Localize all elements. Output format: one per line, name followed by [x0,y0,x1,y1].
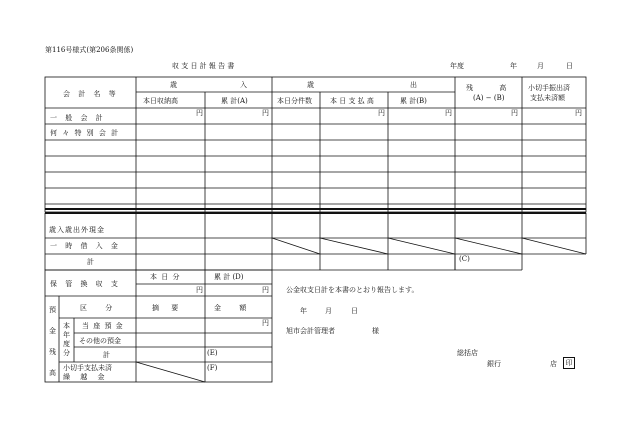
check-header-line2: 支払未済額 [530,94,565,102]
current-deposit-label: 当 座 預 金 [82,322,124,330]
account-name-header: 会 計 名 等 [63,90,119,98]
yen-exp-today: 円 [378,109,385,117]
expenditure-header-left: 歳 [307,81,314,89]
expenditure-total-header: 累 計(B) [400,97,427,105]
deposit-label-3: 残 [49,348,56,356]
other-deposit-label: その他の預金 [79,337,121,345]
deposit-amount-header: 金 額 [214,304,255,312]
row-temp-loan: 一 時 借 入 金 [50,242,121,250]
custody-today-header: 本 日 分 [150,273,181,281]
report-sama: 様 [372,327,379,335]
row-general-account: 一 般 会 計 [50,114,106,122]
balance-header: 残 高 [466,84,519,92]
yen-rev-total: 円 [262,109,269,117]
yen-balance: 円 [511,109,518,117]
balance-formula: (A) − (B) [473,94,505,102]
header-year-label: 年 [510,62,517,70]
yen-check: 円 [575,109,582,117]
report-year: 年 [300,307,307,315]
deposit-label-2: 金 [49,327,56,335]
revenue-header-left: 歳 [170,81,183,89]
custody-yen-today: 円 [196,286,203,294]
mark-e: (E) [207,349,218,357]
revenue-today-header: 本日収納高 [143,97,178,105]
mark-c: (C) [459,255,470,263]
deposit-label-4: 高 [49,369,56,377]
revenue-header-right: 入 [240,81,247,89]
header-month-label: 月 [537,62,544,70]
header-day-label: 日 [566,62,573,70]
custody-yen-total: 円 [262,286,269,294]
row-total: 計 [87,258,94,266]
form-number: 第116号様式(第206条関係) [45,46,134,54]
fy-label-1: 本 [63,322,70,330]
check-unpaid-line2: 繰 越 金 [63,373,109,381]
report-shop: 店 [550,360,557,368]
deposit-category-header: 区 分 [80,304,121,312]
deposit-yen: 円 [262,319,269,327]
row-outside-cash: 歳入歳出外現金 [49,226,105,234]
fy-label-4: 分 [63,349,70,357]
revenue-total-header: 累 計(A) [221,97,248,105]
custody-total-header: 累 計 (D) [214,273,244,281]
deposit-subtotal-label: 計 [103,351,110,359]
check-header-line1: 小切手振出済 [528,84,570,92]
deposit-label-1: 預 [49,306,56,314]
expenditure-count-header: 本日分件数 [277,97,312,105]
mark-f: (F) [207,364,218,372]
fiscal-year-label: 年度 [450,62,464,70]
custody-label: 保 管 換 収 支 [50,280,121,288]
fy-label-3: 度 [63,340,70,348]
report-branch: 総括店 [457,349,478,357]
report-manager: 旭市会計管理者 [286,327,335,335]
expenditure-header-right: 出 [410,81,417,89]
row-special-account: 何 々 特 別 会 計 [50,129,120,137]
yen-exp-total: 円 [445,109,452,117]
report-statement: 公金収支日計を本書のとおり報告します。 [286,286,419,294]
report-bank: 銀行 [487,360,501,368]
report-month: 月 [325,307,332,315]
seal-box: 印 [563,357,575,369]
check-unpaid-line1: 小切手支払未済 [63,364,112,372]
yen-rev-today: 円 [196,109,203,117]
report-day: 日 [351,307,358,315]
expenditure-today-header: 本 日 支 払 高 [330,97,374,105]
deposit-summary-header: 摘 要 [152,304,184,312]
form-title: 収 支 日 計 報 告 書 [172,62,235,70]
fy-label-2: 年 [63,331,70,339]
